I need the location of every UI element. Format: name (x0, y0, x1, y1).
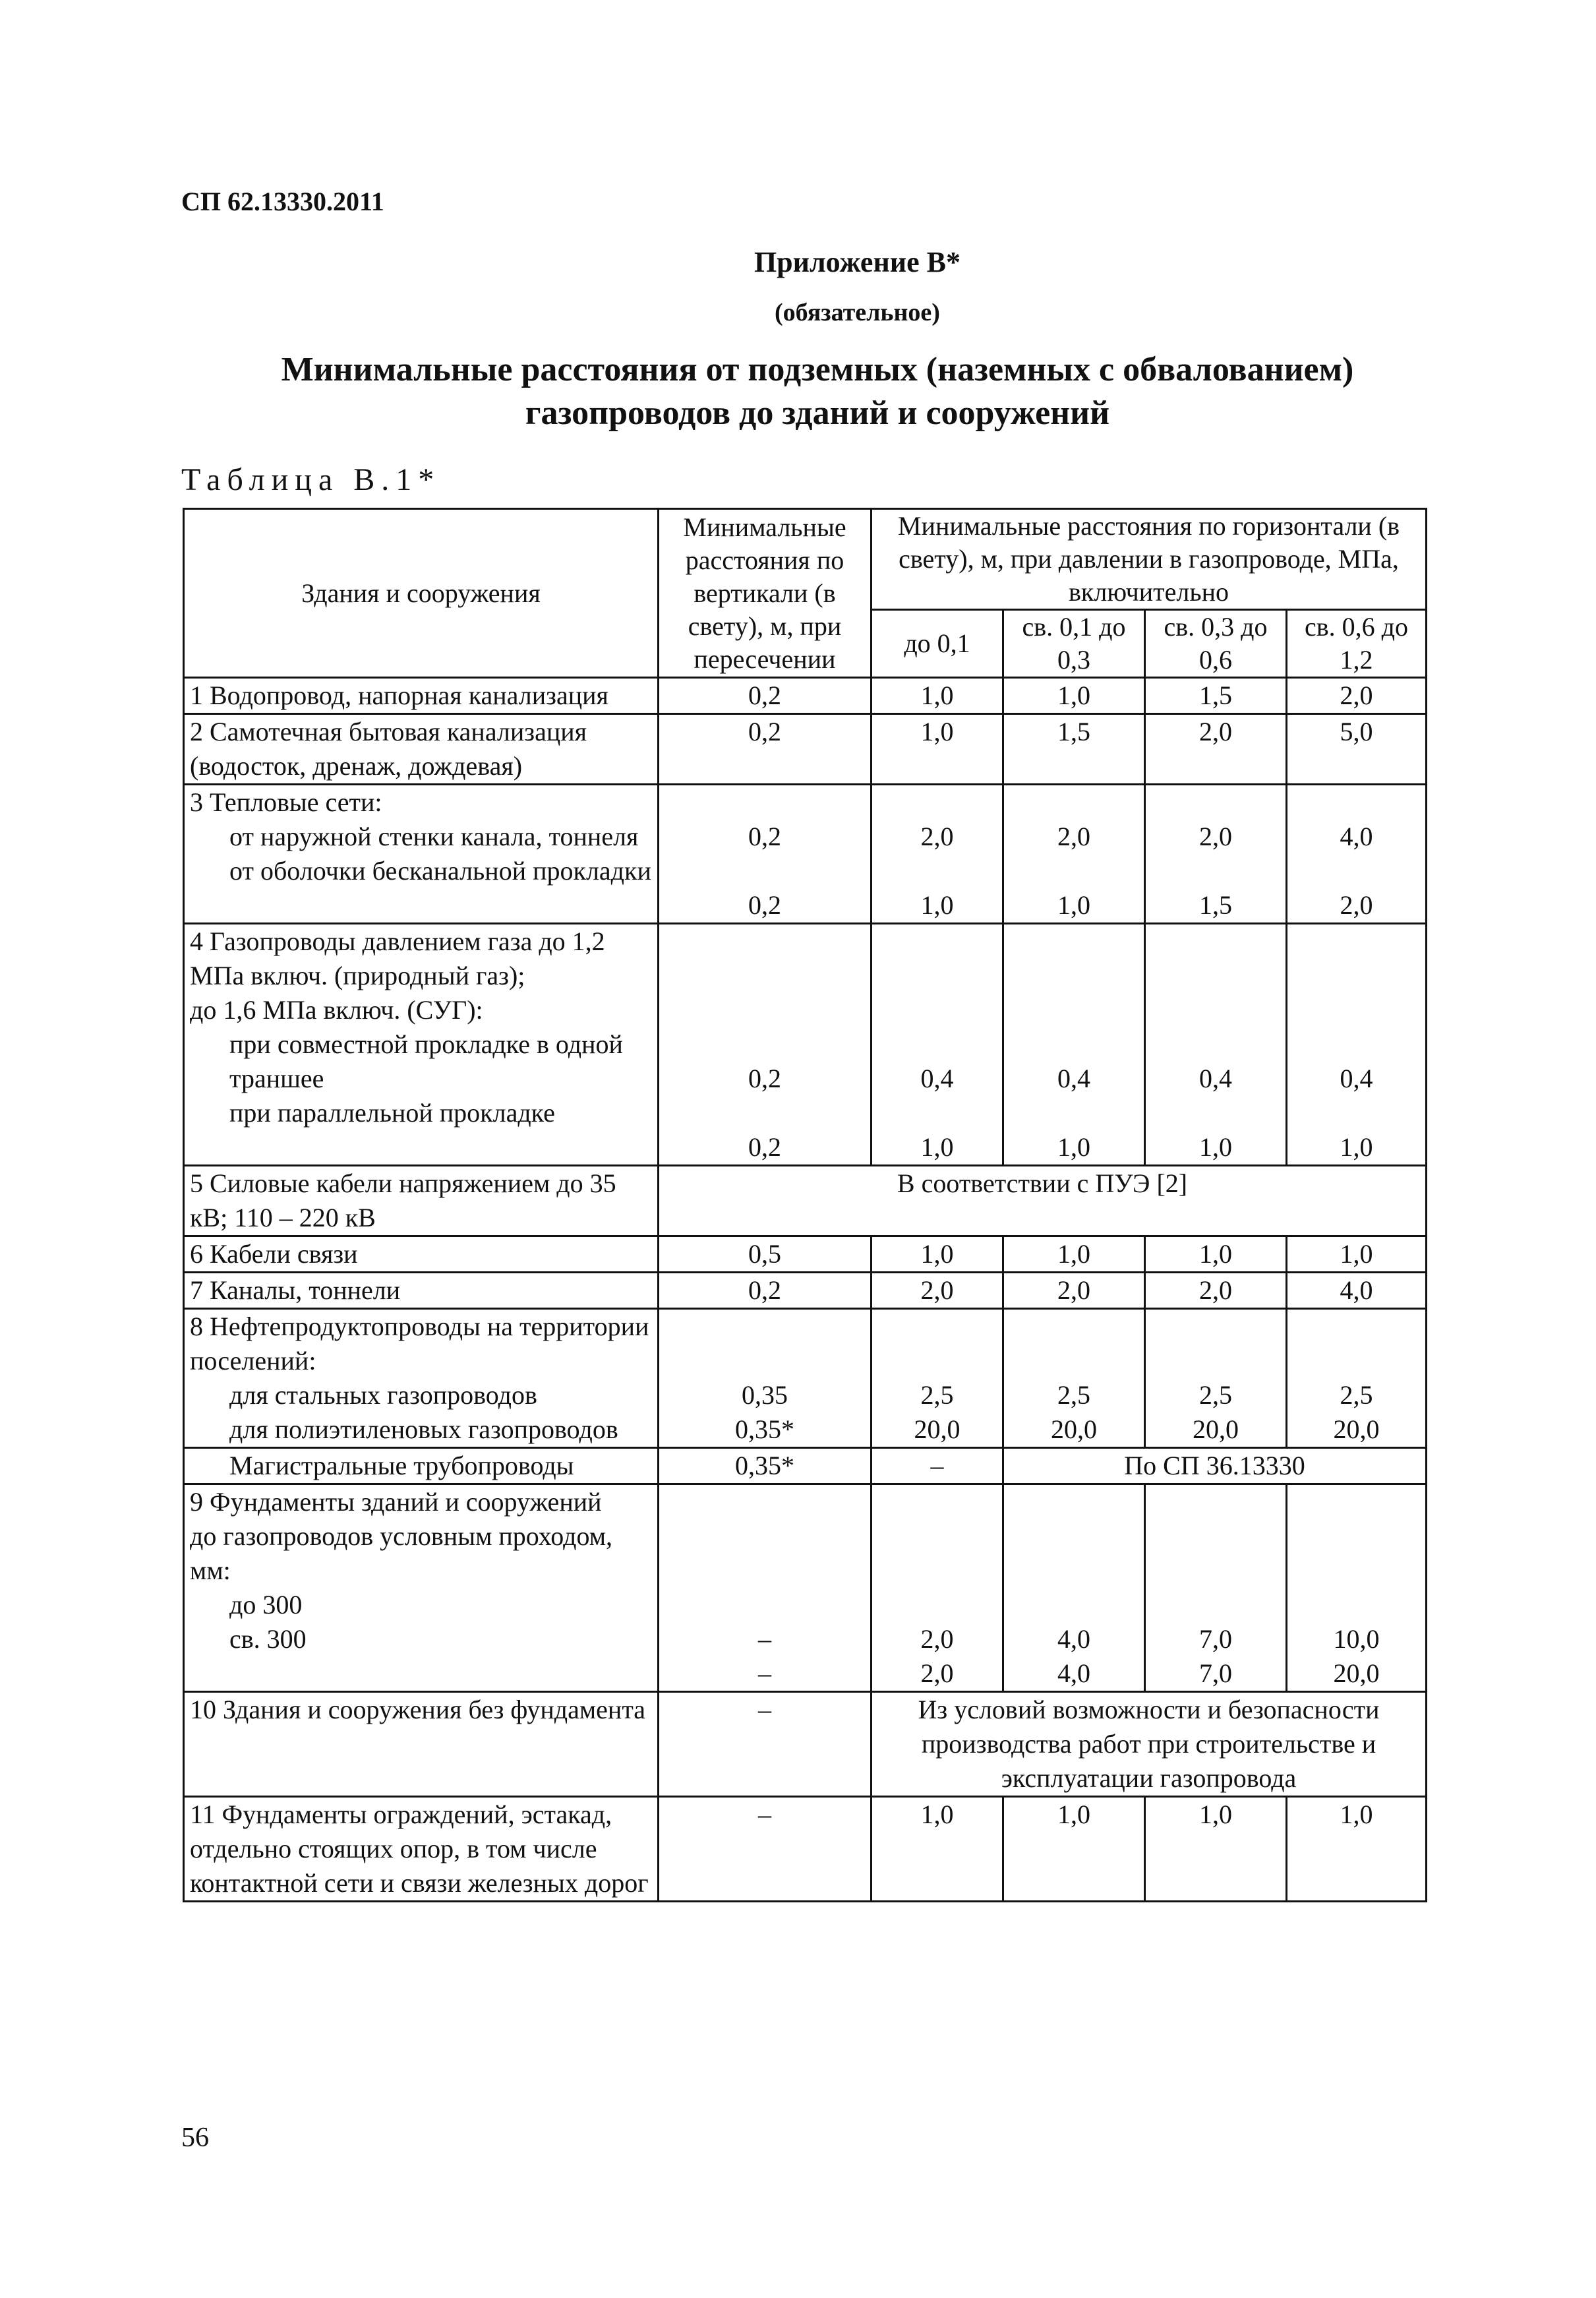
appendix-title: Приложение В* (754, 246, 961, 278)
table-row (184, 1309, 1427, 1448)
row-title-2: до 1,6 МПа включ. (СУГ): (190, 995, 483, 1025)
cell-h4: 4,0 2,0 (1287, 785, 1427, 924)
cell-h4: 2,0 (1287, 678, 1427, 714)
table-row (184, 1484, 1427, 1692)
cell-h1: 1,0 (872, 1797, 1003, 1902)
cell-h3: 2,5 20,0 (1145, 1309, 1287, 1448)
row-title: 8 Нефтепродуктопроводы на территории поселений: (190, 1312, 649, 1376)
cell-h2: 2,0 1,0 (1003, 785, 1145, 924)
cell-h2: 1,5 (1003, 714, 1145, 785)
cell-h2: 0,4 1,0 (1003, 924, 1145, 1166)
table-row (184, 1797, 1427, 1902)
table-caption: Таблица В.1* (181, 462, 441, 497)
cell-h1: 2,0 2,0 (872, 1484, 1003, 1692)
row-name: 6 Кабели связи (184, 1236, 659, 1273)
cell-h2: 2,0 (1003, 1273, 1145, 1309)
row-name: 10 Здания и сооружения без фундамента (184, 1692, 659, 1797)
cell-vertical: 0,2 (659, 1273, 872, 1309)
cell-vertical: 0,5 (659, 1236, 872, 1273)
cell-h2: 1,0 (1003, 1236, 1145, 1273)
cell-h3: 1,0 (1145, 1236, 1287, 1273)
cell-h2: 1,0 (1003, 1797, 1145, 1902)
header-vertical: Минимальные расстояния по вертикали (в свету), м, при пересечении (659, 509, 872, 678)
row-name: 11 Фундаменты ограждений, эстакад, отдельно стоящих опор, в том числе контактной сети и связи железных дорог (184, 1797, 659, 1902)
cell-h4: 1,0 (1287, 1797, 1427, 1902)
row-subitem-b: св. 300 (229, 1624, 307, 1654)
header-buildings: Здания и сооружения (184, 509, 659, 678)
cell-h1: 1,0 (872, 678, 1003, 714)
table-row (184, 1166, 1427, 1236)
cell-h2: 4,0 4,0 (1003, 1484, 1145, 1692)
cell-h1: 1,0 (872, 1236, 1003, 1273)
cell-h2: 1,0 (1003, 678, 1145, 714)
cell-vertical: – (659, 1797, 872, 1902)
cell-merged: В соответствии с ПУЭ [2] (659, 1166, 1427, 1236)
cell-h3: 1,0 (1145, 1797, 1287, 1902)
document-code: СП 62.13330.2011 (181, 187, 384, 216)
cell-h4: 4,0 (1287, 1273, 1427, 1309)
row-subitem-b: для полиэтиленовых газопроводов (229, 1414, 618, 1444)
row-subitem-a: до 300 (229, 1590, 303, 1619)
cell-h1: 2,0 1,0 (872, 785, 1003, 924)
appendix-status: (обязательное) (775, 299, 940, 326)
cell-h4: 1,0 (1287, 1236, 1427, 1273)
table-row (184, 714, 1427, 785)
cell-h3: 2,0 (1145, 1273, 1287, 1309)
table-row (184, 1273, 1427, 1309)
header-pressure-4: св. 0,6 до 1,2 (1287, 610, 1427, 678)
cell-merged: Из условий возможности и безопасности производства работ при строительстве и эксплуатации газопровода (872, 1692, 1427, 1797)
row-name: 5 Силовые кабели напряжением до 35 кВ; 110 – 220 кВ (184, 1166, 659, 1236)
row-name (184, 1484, 659, 1692)
appendix-heading (198, 348, 1437, 435)
cell-h1: 1,0 (872, 714, 1003, 785)
table-row (184, 785, 1427, 924)
cell-h3: 1,5 (1145, 678, 1287, 714)
table-row (184, 1692, 1427, 1797)
cell-vertical: 0,35* (659, 1448, 872, 1484)
row-title: 9 Фундаменты зданий и сооружений (190, 1487, 602, 1517)
cell-h1: – (872, 1448, 1003, 1484)
cell-h1: 2,0 (872, 1273, 1003, 1309)
cell-vertical: – – (659, 1484, 872, 1692)
row-name: 2 Самотечная бытовая канализация (водосток, дренаж, дождевая) (184, 714, 659, 785)
header-pressure-2: св. 0,1 до 0,3 (1003, 610, 1145, 678)
cell-vertical: 0,2 (659, 678, 872, 714)
row-name: 7 Каналы, тоннели (184, 1273, 659, 1309)
row-title: 3 Тепловые сети: (190, 787, 382, 817)
cell-vertical: – (659, 1692, 872, 1797)
cell-merged: По СП 36.13330 (1003, 1448, 1427, 1484)
appendix-heading-line-1: Минимальные расстояния от подземных (наземных с обвалованием) (281, 351, 1354, 388)
distance-table (183, 508, 1427, 1902)
row-name (184, 785, 659, 924)
row-subitem-a: для стальных газопроводов (229, 1380, 537, 1410)
row-subitem-a: от наружной стенки канала, тоннеля (229, 822, 639, 851)
cell-h4: 10,0 20,0 (1287, 1484, 1427, 1692)
row-name: Магистральные трубопроводы (184, 1448, 659, 1484)
row-subitem-a: при совместной прокладке в одной траншее (229, 1029, 623, 1093)
cell-h3: 2,0 (1145, 714, 1287, 785)
cell-vertical: 0,2 0,2 (659, 924, 872, 1166)
table-header-row (184, 509, 1427, 610)
cell-h4: 0,4 1,0 (1287, 924, 1427, 1166)
cell-h1: 2,5 20,0 (872, 1309, 1003, 1448)
cell-h4: 2,5 20,0 (1287, 1309, 1427, 1448)
cell-h2: 2,5 20,0 (1003, 1309, 1145, 1448)
row-name: 1 Водопровод, напорная канализация (184, 678, 659, 714)
table-row (184, 924, 1427, 1166)
cell-h1: 0,4 1,0 (872, 924, 1003, 1166)
cell-vertical: 0,2 0,2 (659, 785, 872, 924)
table-row (184, 678, 1427, 714)
cell-h3: 2,0 1,5 (1145, 785, 1287, 924)
row-subitem-b: от оболочки бесканальной прокладки (229, 856, 651, 886)
cell-h3: 7,0 7,0 (1145, 1484, 1287, 1692)
table-row (184, 1448, 1427, 1484)
cell-h4: 5,0 (1287, 714, 1427, 785)
page-number: 56 (181, 2123, 209, 2153)
row-name (184, 924, 659, 1166)
header-pressure-3: св. 0,3 до 0,6 (1145, 610, 1287, 678)
header-horizontal: Минимальные расстояния по горизонтали (в свету), м, при давлении в газопроводе, МПа, включительно (872, 509, 1427, 610)
table-row (184, 1236, 1427, 1273)
row-name (184, 1309, 659, 1448)
header-pressure-1: до 0,1 (872, 610, 1003, 678)
cell-h3: 0,4 1,0 (1145, 924, 1287, 1166)
appendix-heading-line-2: газопроводов до зданий и сооружений (525, 394, 1110, 432)
row-subitem-b: при параллельной прокладке (229, 1098, 555, 1128)
row-title-2: до газопроводов условным проходом, мм: (190, 1521, 613, 1585)
cell-vertical: 0,2 (659, 714, 872, 785)
cell-vertical: 0,35 0,35* (659, 1309, 872, 1448)
row-title: 4 Газопроводы давлением газа до 1,2 МПа включ. (природный газ); (190, 926, 605, 990)
